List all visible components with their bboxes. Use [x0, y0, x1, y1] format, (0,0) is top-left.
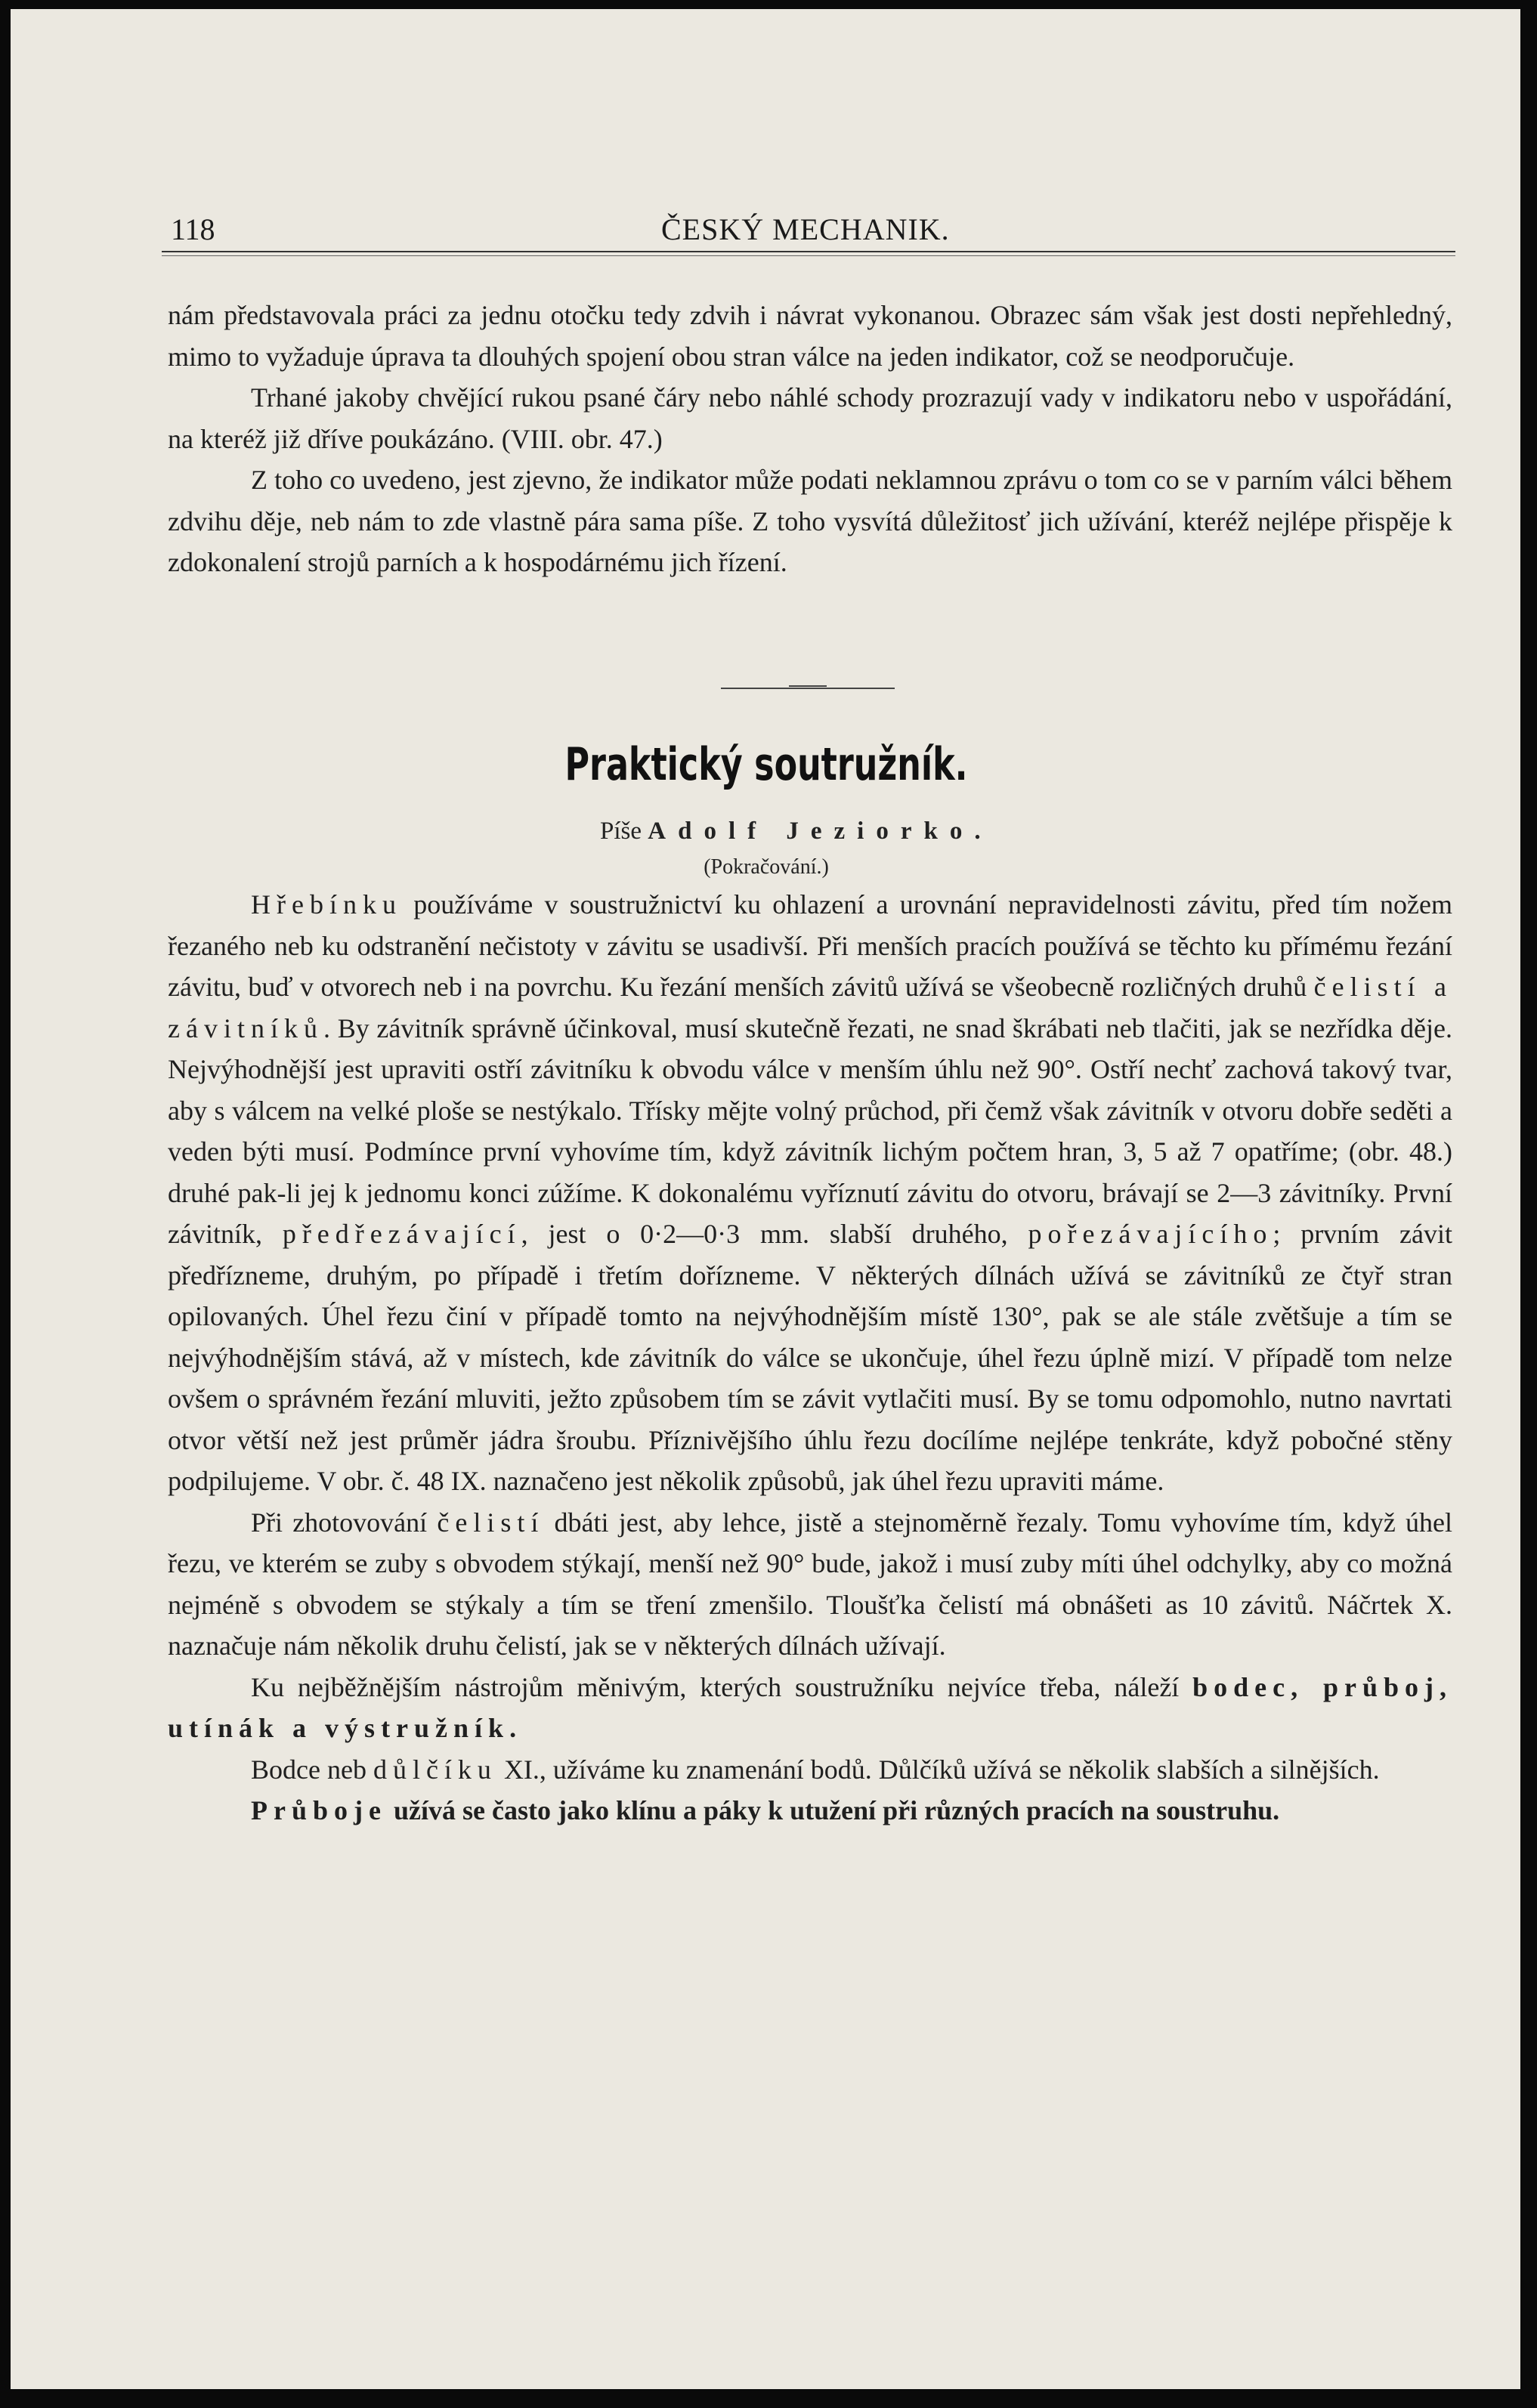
term: čelistí a závitníků: [168, 972, 1453, 1043]
top-section: [168, 295, 1452, 583]
text-run: XI., užíváme ku znamenání bodů. Důlčíků užívá se několik slabších a silnějších.: [496, 1754, 1380, 1785]
article-paragraph-3: [168, 1667, 1452, 1749]
top-paragraph-1: nám představovala práci za jednu otočku tedy zdvih i návrat vykonanou. Obrazec sám však jest dosti nepřehledný, mimo to vyžaduje úprava ta dlouhých spojení obou stran válce na jeden indikator, což se neodporučuje.: [168, 300, 1452, 372]
term: pořezávajícího: [1028, 1219, 1273, 1249]
text-run: Ku nejběžnějším nástrojům měnivým, kterých soustružníku nejvíce třeba, náleží: [251, 1671, 1193, 1702]
byline: [600, 818, 993, 845]
section-divider: [721, 688, 895, 689]
term: předřezávající: [282, 1219, 521, 1249]
top-paragraph-3: Z toho co uvedeno, jest zjevno, že indikator může podati neklamnou zprávu o tom co se v parním válci během zdvihu děje, neb nám to zde vlastně pára sama píše. Z toho vysvítá důležitosť jich užívání, kteréž nejlépe přispěje k zdokonalení strojů parních a k hospodárnému jich řízení.: [168, 465, 1452, 577]
term: bodec, průboj, utínák a výstružník.: [168, 1671, 1453, 1743]
article-paragraph-2: [168, 1502, 1452, 1667]
top-paragraph-2: Trhané jakoby chvějící rukou psané čáry nebo náhlé schody prozrazují vady v indikatoru nebo v uspořádání, na kteréž již dříve poukázáno. (VIII. obr. 47.): [168, 382, 1452, 454]
article-paragraph-5: [168, 1790, 1452, 1832]
author-name: Adolf Jeziorko.: [648, 818, 993, 845]
text-run: Bodce neb: [251, 1754, 373, 1785]
continuation-note: (Pokračování.): [704, 855, 829, 879]
page-number: 118: [171, 212, 215, 246]
term: Hřebínku: [251, 889, 402, 920]
text-run: ; prvním závit předřízneme, druhým, po případě i třetím dořízneme. V některých dílnách užívá se závitníků ze čtyř stran opilovaných. Úhel řezu činí v případě tomto na nejvýhodnějším místě 130°, pak se ale stále zvětšuje a tím se nejvýhodnějším stává, až v místech, kde závitník do válce se ukončuje, úhel řezu úplně mizí. V případě tom nelze ovšem o správném řezání mluviti, ježto způsobem tím se závit vytlačiti musí. By se tomu odpomohlo, nutno navrtati otvor větší než jest průměr jádra šroubu. Příznivějšího úhlu řezu docílíme nejlépe tenkráte, když pobočné stěny podpilujeme. V obr. č. 48 IX. naznačeno jest několik způsobů, jak úhel řezu upraviti máme.: [168, 1219, 1452, 1496]
text-run: dbáti jest, aby lehce, jistě a stejnoměrně řezaly. Tomu vyhovíme tím, když úhel řezu, ve kterém se zuby s obvodem stýkají, menší než 90° bude, jakož i musí zuby míti úhel odchylky, aby co možná nejméně s obvodem se stýkaly a tím se tření zmenšilo. Tloušťka čelistí má obnášeti as 10 závitů. Náčrtek X. naznačuje nám několik druhu čelistí, jak se v některých dílnách užívají.: [168, 1507, 1452, 1661]
article-body: [168, 884, 1452, 1832]
article-paragraph-1: [168, 884, 1452, 1502]
journal-title: ČESKÝ MECHANIK.: [661, 212, 950, 246]
term: důlčíku: [373, 1754, 497, 1785]
text-run: , jest o 0·2—0·3 mm. slabší druhého,: [521, 1219, 1028, 1249]
text-run: . By závitník správně účinkoval, musí skutečně řezati, ne snad škrábati neb tlačiti, jak se nezřídka děje. Nejvýhodnější jest upraviti ostří závitníku k obvodu válce v menším úhlu než 90°. Ostří nechť zachová takový tvar, aby s válcem na velké ploše se nestýkalo. Třísky mějte volný průchod, při čemž však závitník v otvoru dobře seděti a veden býti musí. Podmínce první vyhovíme tím, když závitník lichým počtem hran, 3, 5 až 7 opatříme; (obr. 48.) druhé pak-li jej k jednomu konci zúžíme. K dokonalému vyříznutí závitu do otvoru, brávají se 2—3 závitníky. První závitník,: [168, 1012, 1452, 1249]
byline-prefix: Píše: [600, 818, 642, 845]
text-run: používáme v soustružnictví ku ohlazení a urovnání nepravidelnosti závitu, před tím nožem řezaného neb ku odstranění nečistoty v závitu se usadivší. Při menších pracích používá se těchto ku přímému řezání závitu, buď v otvorech neb i na povrchu. Ku řezání menších závitů užívá se všeobecně rozličných druhů: [168, 889, 1452, 1002]
text-run: užívá se často jako klínu a páky k utužení při různých pracích na soustruhu.: [386, 1795, 1280, 1825]
term: Průboje: [251, 1795, 387, 1825]
header-rule: [162, 251, 1455, 256]
text-run: Při zhotovování: [251, 1507, 438, 1538]
term: čelistí: [437, 1507, 545, 1538]
page-header: [159, 212, 1452, 249]
article-paragraph-4: [168, 1749, 1452, 1791]
page: [11, 9, 1520, 2389]
article-title: Praktický soutružník.: [564, 738, 968, 791]
